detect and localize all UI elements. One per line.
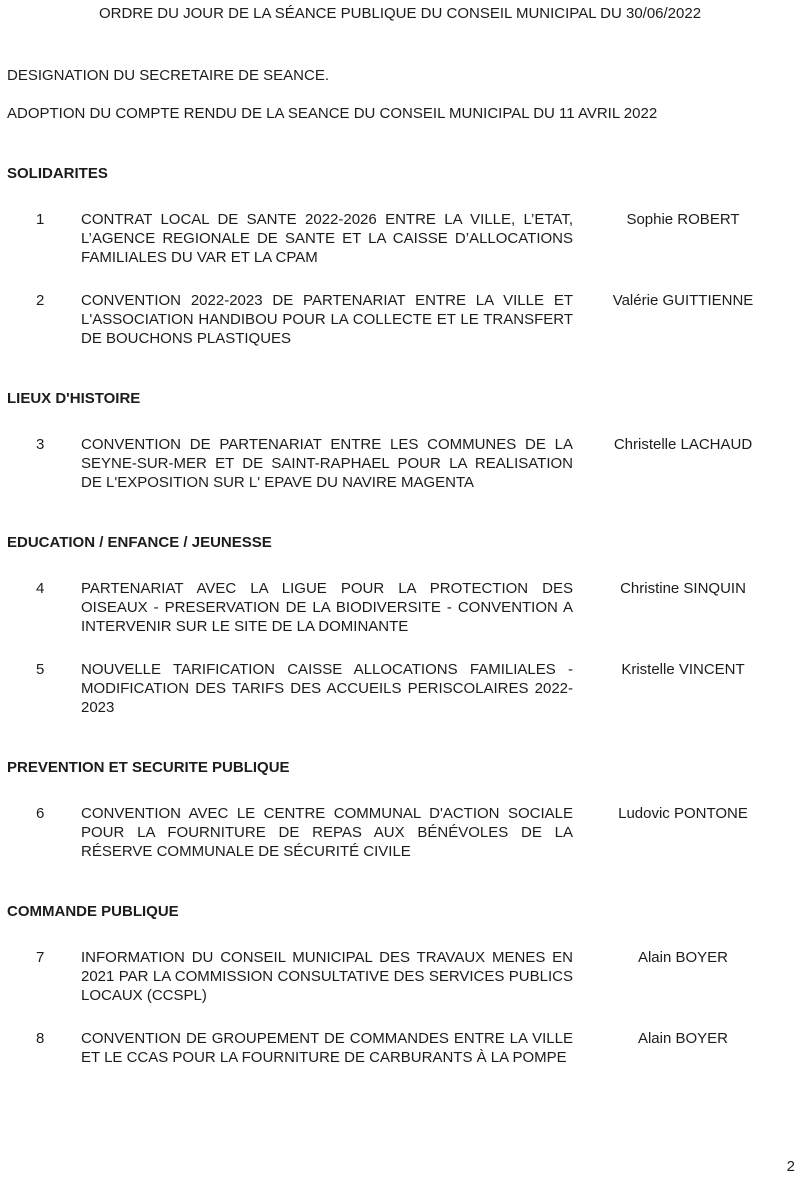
preamble-line-adoption: ADOPTION DU COMPTE RENDU DE LA SEANCE DU CONSEIL MUNICIPAL DU 11 AVRIL 2022	[7, 105, 658, 122]
agenda-item-title: CONVENTION 2022-2023 DE PARTENARIAT ENTRE LA VILLE ET L'ASSOCIATION HANDIBOU POUR LA COLLECTE ET LE TRANSFERT DE BOUCHONS PLASTIQUES	[81, 292, 573, 347]
agenda-item	[36, 948, 793, 1005]
agenda-item-rapporteur: Christine SINQUIN	[620, 580, 746, 597]
preamble-line-designation: DESIGNATION DU SECRETAIRE DE SEANCE.	[7, 67, 329, 84]
agenda-item	[36, 804, 793, 861]
agenda-item-title: CONTRAT LOCAL DE SANTE 2022-2026 ENTRE LA VILLE, L’ETAT, L’AGENCE REGIONALE DE SANTE ET LA CAISSE D’ALLOCATIONS FAMILIALES DU VAR ET LA CPAM	[81, 211, 573, 266]
agenda-item	[36, 291, 793, 348]
agenda-item-number: 8	[36, 1030, 45, 1047]
agenda-item-rapporteur: Christelle LACHAUD	[613, 436, 753, 453]
agenda-item-title: NOUVELLE TARIFICATION CAISSE ALLOCATIONS FAMILIALES - MODIFICATION DES TARIFS DES ACCUEILS PERISCOLAIRES 2022-2023	[81, 661, 573, 716]
agenda-item-number: 5	[36, 661, 45, 678]
agenda-item-rapporteur: Kristelle VINCENT	[621, 661, 745, 678]
agenda-item-number: 2	[36, 292, 45, 309]
agenda-item-title: CONVENTION DE GROUPEMENT DE COMMANDES ENTRE LA VILLE ET LE CCAS POUR LA FOURNITURE DE CARBURANTS À LA POMPE	[81, 1030, 573, 1066]
document-title: ORDRE DU JOUR DE LA SÉANCE PUBLIQUE DU CONSEIL MUNICIPAL DU 30/06/2022	[98, 5, 702, 22]
agenda-item-rapporteur: Sophie ROBERT	[626, 211, 740, 228]
section-heading-education-enfance-jeunesse: EDUCATION / ENFANCE / JEUNESSE	[7, 534, 272, 551]
agenda-item	[36, 210, 793, 267]
agenda-item	[36, 579, 793, 636]
agenda-item-rapporteur: Valérie GUITTIENNE	[612, 292, 754, 309]
section-heading-lieux-histoire: LIEUX D'HISTOIRE	[7, 390, 141, 407]
section-heading-solidarites: SOLIDARITES	[7, 165, 108, 182]
agenda-item-number: 7	[36, 949, 45, 966]
page-number: 2	[786, 1158, 795, 1175]
agenda-item	[36, 660, 793, 717]
agenda-item	[36, 1029, 793, 1067]
agenda-item-rapporteur: Alain BOYER	[637, 1030, 729, 1047]
agenda-item-number: 3	[36, 436, 45, 453]
agenda-item-rapporteur: Alain BOYER	[637, 949, 729, 966]
agenda-item-title: CONVENTION AVEC LE CENTRE COMMUNAL D'ACTION SOCIALE POUR LA FOURNITURE DE REPAS AUX BÉNÉVOLES DE LA RÉSERVE COMMUNALE DE SÉCURITÉ CIVILE	[81, 805, 573, 860]
section-heading-prevention-securite: PREVENTION ET SECURITE PUBLIQUE	[7, 759, 290, 776]
agenda-item-title: INFORMATION DU CONSEIL MUNICIPAL DES TRAVAUX MENES EN 2021 PAR LA COMMISSION CONSULTATIVE DES SERVICES PUBLICS LOCAUX (CCSPL)	[81, 949, 573, 1004]
agenda-item-title: PARTENARIAT AVEC LA LIGUE POUR LA PROTECTION DES OISEAUX - PRESERVATION DE LA BIODIVERSITE - CONVENTION A INTERVENIR SUR LE SITE DE LA DOMINANTE	[81, 580, 573, 635]
agenda-item-number: 6	[36, 805, 45, 822]
agenda-item	[36, 435, 793, 492]
section-heading-commande-publique: COMMANDE PUBLIQUE	[7, 903, 179, 920]
agenda-item-rapporteur: Ludovic PONTONE	[618, 805, 748, 822]
agenda-item-number: 4	[36, 580, 45, 597]
agenda-item-number: 1	[36, 211, 45, 228]
agenda-item-title: CONVENTION DE PARTENARIAT ENTRE LES COMMUNES DE LA SEYNE-SUR-MER ET DE SAINT-RAPHAEL POUR LA REALISATION DE L'EXPOSITION SUR L' EPAVE DU NAVIRE MAGENTA	[81, 436, 573, 491]
